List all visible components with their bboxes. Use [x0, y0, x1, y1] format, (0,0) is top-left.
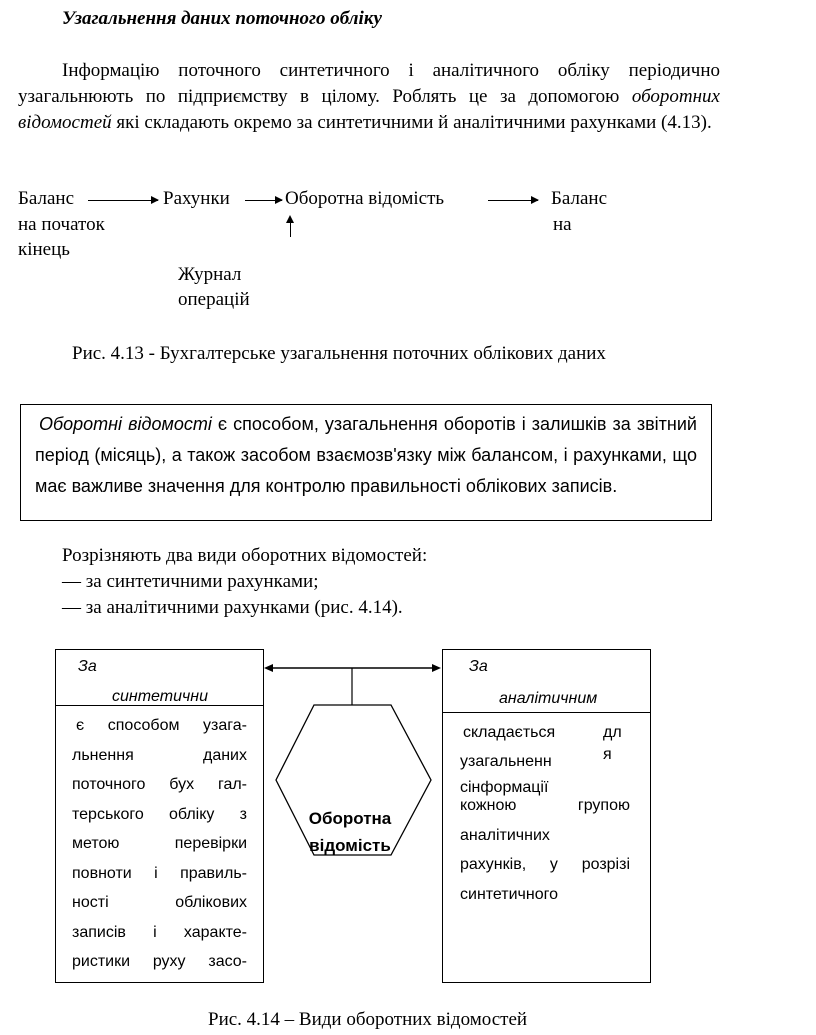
node-turnover-sheet: Оборотна відомість: [285, 188, 445, 209]
node-operations: операцій: [178, 289, 250, 310]
body-line: є способом узага-: [76, 717, 247, 734]
node-balance-end: Баланс: [551, 188, 608, 209]
node-balance-start: Баланс: [18, 188, 75, 209]
up-arrow-icon: [290, 222, 291, 237]
definition-emphasis: Оборотні відомості: [39, 414, 212, 434]
node-journal: Журнал: [178, 264, 242, 285]
synthetic-box: [55, 649, 264, 983]
definition-box: [20, 404, 712, 521]
header-text: За: [78, 658, 97, 675]
node-on-start: на початок: [18, 214, 105, 235]
intro-emphasis: оборотних відомостей: [18, 86, 720, 133]
synthetic-body: [72, 711, 247, 977]
header-text: синтетични: [112, 688, 208, 705]
body-line: повноти і правиль-: [72, 864, 247, 882]
header-text: За: [469, 658, 488, 675]
body-line: ності облікових: [72, 894, 247, 911]
node-on-end: на: [553, 214, 572, 235]
definition-text: є способом, узагальнення оборотів і залишків за звітний період (місяць), а також засобом взаємозв'язку між балансом, і рахунками, що має важливе значення для контролю правильності облікових записів.: [35, 414, 697, 496]
body-line-clipped: сінформації: [460, 779, 549, 796]
body-line: льнення даних: [72, 746, 247, 764]
header-text: аналітичним: [499, 690, 598, 707]
figure-caption: Рис. 4.14 – Види оборотних відомостей: [208, 1009, 528, 1030]
body-line: аналітичних: [460, 826, 550, 844]
body-line: складається: [463, 724, 556, 741]
intro-text-end: які складають окремо за синтетичними й аналітичними рахунками (4.13).: [111, 112, 712, 133]
types-intro: Розрізняють два види оборотних відомостей:: [62, 545, 428, 566]
body-line: терського обліку з: [72, 805, 247, 823]
body-line: кожною групою: [460, 797, 630, 814]
section-title: Узагальнення даних поточного обліку: [62, 8, 382, 29]
body-line: дл: [603, 724, 622, 741]
arrow-icon: [245, 200, 282, 201]
body-line: метою перевірки: [72, 835, 247, 852]
arrow-icon: [488, 200, 538, 201]
body-line: записів і характе-: [72, 923, 247, 941]
body-line: поточного бух гал-: [72, 776, 247, 793]
analytic-box: [442, 649, 651, 983]
synthetic-header: [56, 650, 263, 706]
center-label-line: відомість: [309, 836, 391, 855]
body-line: синтетичного: [460, 885, 559, 903]
intro-text: Інформацію поточного синтетичного і аналітичного обліку періодично узагальнюють по підприємству в цілому. Роблять це за допомогою: [18, 60, 720, 107]
center-label-line: Оборотна: [308, 809, 392, 828]
node-end-word: кінець: [18, 239, 70, 260]
body-line: узагальненн: [460, 753, 552, 770]
arrow-icon: [88, 200, 158, 201]
analytic-body: [460, 791, 630, 909]
body-line: ристики руху засо-: [72, 953, 247, 970]
types-item: — за аналітичними рахунками (рис. 4.14).: [62, 597, 403, 618]
types-item: — за синтетичними рахунками;: [62, 571, 319, 592]
node-accounts: Рахунки: [163, 188, 230, 209]
analytic-header: [443, 650, 650, 713]
center-label: [302, 805, 398, 859]
figure-caption: Рис. 4.13 - Бухгалтерське узагальнення поточних облікових даних: [72, 343, 606, 364]
body-line: я: [603, 746, 612, 763]
body-line: рахунків, у розрізі: [460, 856, 630, 873]
intro-paragraph: [18, 58, 720, 136]
